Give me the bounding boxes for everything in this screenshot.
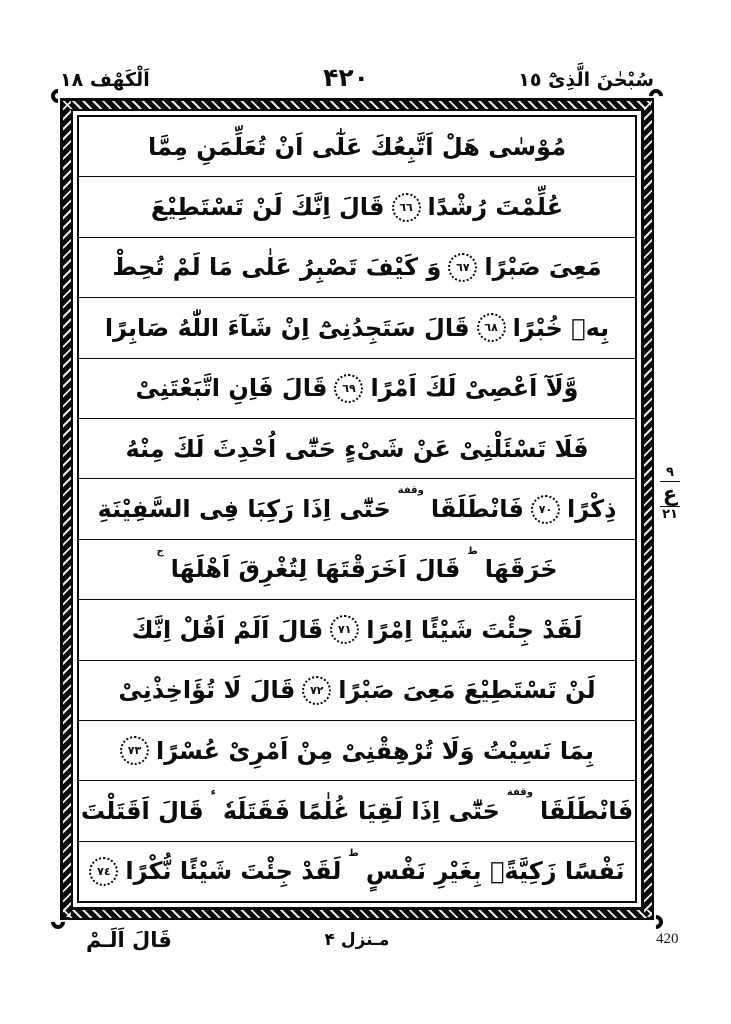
quran-line-7 xyxy=(79,479,635,539)
waqf-sign: ج xyxy=(156,545,164,557)
quran-line-10 xyxy=(79,661,635,721)
waqf-sign: وقفة xyxy=(397,485,424,497)
ayah-text: قَالَ اَخَرَقْتَهَا لِتُغْرِقَ اَهْلَهَا xyxy=(170,555,461,584)
ayah-text: بِمَا نَسِيْتُ وَلَا تُرْهِقْنِىْ مِنْ اَمْرِىْ عُسْرًا xyxy=(155,736,595,765)
ayah-end-marker: ٧٢ xyxy=(302,676,331,705)
ruku-marker xyxy=(655,466,685,521)
ayah-text: ذِكْرًا xyxy=(567,495,617,524)
ayah-end-marker: ٦٨ xyxy=(477,313,506,342)
juz-title: سُبْحٰنَ الَّذِىْٓ ١٥ xyxy=(518,69,654,91)
ruku-number-surah: ٩ xyxy=(666,465,674,480)
ayah-text: قَالَ سَتَجِدُنِىْٓ اِنْ شَآءَ اللّٰهُ صَابِرًا xyxy=(104,313,470,342)
quran-line-1 xyxy=(79,117,635,177)
ayah-text: حَتّٰٓى اِذَا لَقِيَا غُلٰمًا فَقَتَلَهٗ xyxy=(222,796,500,825)
ayah-text: قَالَ اَلَمْ اَقُلْ اِنَّكَ xyxy=(131,615,324,644)
border-ornament-top xyxy=(63,101,651,109)
waqf-sign: ط xyxy=(467,545,478,557)
ayah-text: قَالَ فَاِنِ اتَّبَعْتَنِىْ xyxy=(135,374,328,403)
ayah-text: وَ كَيْفَ تَصْبِرُ عَلٰى مَا لَمْ تُحِطْ xyxy=(112,253,442,282)
waqf-sign: ء xyxy=(210,787,216,799)
quran-line-2 xyxy=(79,177,635,237)
ruku-number-juz: ٢١ xyxy=(662,506,678,522)
ayah-end-marker: ٧٣ xyxy=(120,736,149,765)
quran-line-6 xyxy=(79,419,635,479)
ayah-end-marker: ٧٤ xyxy=(89,857,118,886)
page-number-latin: 420 xyxy=(656,931,679,947)
ayah-end-marker: ٧٠ xyxy=(531,495,560,524)
ayah-text: حَتّٰٓى اِذَا رَكِبَا فِى السَّفِيْنَةِ xyxy=(97,495,391,524)
quran-line-5 xyxy=(79,359,635,419)
quran-line-11 xyxy=(79,721,635,781)
ayah-text: مَعِىَ صَبْرًا xyxy=(484,253,602,282)
border-ornament-bottom xyxy=(63,910,651,918)
quran-line-8 xyxy=(79,540,635,600)
border-ornament-left xyxy=(63,101,71,917)
quran-text-block xyxy=(77,115,637,903)
ayah-text: بِهٖ خُبْرًا xyxy=(512,313,610,342)
ayah-text: خَرَقَهَا xyxy=(484,555,558,584)
ayah-text: وَّلَآ اَعْصِىْ لَكَ اَمْرًا xyxy=(370,374,579,403)
waqf-sign: وقفة xyxy=(506,787,533,799)
ayah-text: قَالَ اَقَتَلْتَ xyxy=(80,796,204,825)
ayah-text: فَلَا تَسْئَلْنِىْ عَنْ شَىْءٍ حَتّٰٓى اُحْدِثَ لَكَ مِنْهُ xyxy=(125,434,589,463)
ayah-text: نَفْسًا زَكِيَّةًۢ بِغَيْرِ نَفْسٍ xyxy=(365,857,625,886)
ayah-text: لَقَدْ جِئْتَ شَيْئًا اِمْرًا xyxy=(366,615,583,644)
page-number-arabic: ۴۲۰ xyxy=(323,63,369,92)
ayah-text: مُوْسٰى هَلْ اَتَّبِعُكَ عَلٰٓى اَنْ تُعَلِّمَنِ مِمَّا xyxy=(147,132,567,161)
surah-title: اَلْكَهْف ١٨ xyxy=(60,69,150,91)
ain-icon: ع xyxy=(660,481,680,507)
ayah-end-marker: ٦٩ xyxy=(334,374,363,403)
ayah-text: قَالَ اِنَّكَ لَنْ تَسْتَطِيْعَ xyxy=(150,193,385,222)
ayah-text: قَالَ لَا تُؤَاخِذْنِىْ xyxy=(118,676,296,705)
catchword: قَالَ اَلَـمْ xyxy=(86,928,172,952)
quran-line-3 xyxy=(79,238,635,298)
border-ornament-right xyxy=(644,101,652,917)
text-area-margin xyxy=(73,111,641,907)
quran-line-12 xyxy=(79,781,635,841)
manzil-label: مـنزل ۴ xyxy=(324,930,390,950)
ayah-text: لَقَدْ جِئْتَ شَيْئًا نُّكْرًا xyxy=(125,857,342,886)
ayah-text: عُلِّمْتَ رُشْدًا xyxy=(427,193,564,222)
quran-line-13 xyxy=(79,842,635,901)
waqf-sign: ط xyxy=(348,847,359,859)
ornamental-border-frame xyxy=(60,98,654,920)
quran-line-9 xyxy=(79,600,635,660)
ayah-end-marker: ٦٦ xyxy=(392,193,421,222)
page-header xyxy=(60,50,654,90)
quran-line-4 xyxy=(79,298,635,358)
ayah-end-marker: ٧١ xyxy=(330,615,359,644)
ayah-end-marker: ٦٧ xyxy=(448,253,477,282)
ayah-text: فَانْطَلَقَا xyxy=(539,796,634,825)
corner-flourish-bottom-left xyxy=(48,912,68,932)
ayah-text: لَنْ تَسْتَطِيْعَ مَعِىَ صَبْرًا xyxy=(338,676,596,705)
ayah-text: فَانْطَلَقَا xyxy=(430,495,525,524)
corner-flourish-bottom-right xyxy=(646,912,666,932)
